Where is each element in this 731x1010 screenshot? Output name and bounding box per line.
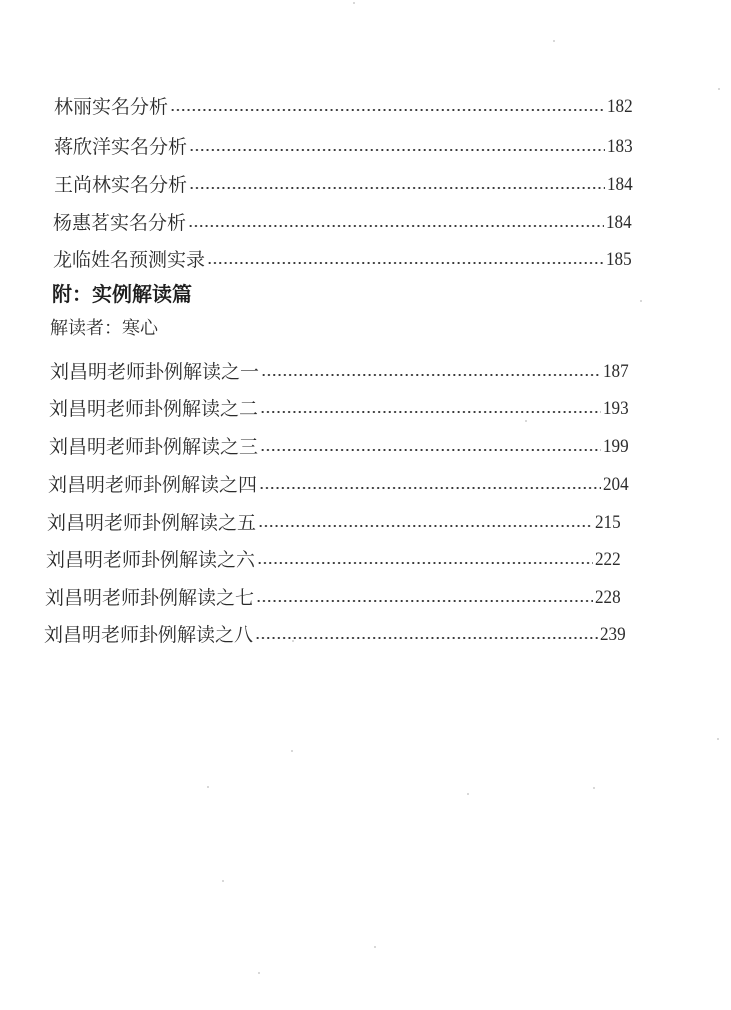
scan-speck (353, 2, 355, 4)
scan-speck (292, 640, 294, 642)
scan-speck (525, 420, 527, 422)
scan-speck (207, 786, 209, 788)
dot-leader (260, 410, 600, 414)
toc-entry[interactable] (48, 468, 631, 498)
dot-leader (259, 486, 600, 490)
scan-speck (718, 88, 720, 90)
author-line: 解读者：寒心 (50, 318, 158, 339)
toc-entry[interactable] (45, 581, 623, 611)
section-heading: 附：实例解读篇 (52, 282, 192, 306)
toc-entry[interactable] (53, 243, 634, 273)
toc-entry-page: 184 (605, 212, 632, 233)
scan-speck (258, 972, 260, 974)
toc-entry-title: 刘昌明老师卦例解读之二 (49, 398, 259, 420)
scan-speck (717, 738, 719, 740)
toc-entry[interactable] (44, 618, 628, 648)
toc-entry-title: 王尚林实名分析 (54, 174, 188, 196)
toc-entry[interactable] (49, 430, 631, 460)
toc-entry[interactable] (46, 543, 623, 573)
toc-entry[interactable] (54, 168, 635, 198)
toc-entry-title: 蒋欣洋实名分析 (54, 136, 188, 158)
dot-leader (207, 261, 603, 265)
toc-entry[interactable] (54, 90, 635, 120)
toc-entry-page: 187 (602, 361, 629, 382)
toc-entry-page: 182 (606, 96, 633, 117)
toc-entry-page: 204 (602, 474, 629, 495)
scan-speck (291, 750, 293, 752)
toc-entry-page: 185 (605, 249, 632, 270)
toc-entry-page: 199 (602, 436, 629, 457)
toc-entry-title: 林丽实名分析 (54, 96, 169, 118)
toc-entry-page: 215 (594, 512, 621, 533)
dot-leader (170, 108, 604, 112)
toc-entry-page: 184 (606, 174, 633, 195)
toc-entry-title: 刘昌明老师卦例解读之五 (47, 512, 257, 534)
toc-entry-title: 刘昌明老师卦例解读之三 (49, 436, 259, 458)
toc-entry-page: 183 (606, 136, 633, 157)
toc-entry-page: 228 (594, 587, 621, 608)
toc-entry-title: 刘昌明老师卦例解读之七 (45, 587, 255, 609)
scan-speck (374, 946, 376, 948)
toc-entry[interactable] (53, 206, 634, 236)
scan-speck (593, 787, 595, 789)
dot-leader (189, 186, 604, 190)
scan-speck (467, 793, 469, 795)
scan-speck (222, 880, 224, 882)
toc-entry-title: 龙临姓名预测实录 (53, 249, 206, 271)
toc-entry-page: 239 (599, 624, 626, 645)
dot-leader (257, 561, 592, 565)
dot-leader (188, 224, 603, 228)
toc-entry-title: 刘昌明老师卦例解读之六 (46, 549, 256, 571)
dot-leader (256, 599, 592, 603)
dot-leader (255, 636, 597, 640)
toc-entry[interactable] (49, 392, 631, 422)
toc-entry-title: 刘昌明老师卦例解读之四 (48, 474, 258, 496)
toc-entry-page: 222 (594, 549, 621, 570)
toc-entry[interactable] (50, 355, 631, 385)
toc-entry-title: 刘昌明老师卦例解读之八 (44, 624, 254, 646)
scan-speck (640, 300, 642, 302)
dot-leader (260, 448, 600, 452)
dot-leader (261, 373, 600, 377)
toc-entry-page: 193 (602, 398, 629, 419)
toc-entry[interactable] (47, 506, 623, 536)
scan-speck (553, 40, 555, 42)
toc-entry[interactable] (54, 130, 635, 160)
toc-entry-title: 杨惠茗实名分析 (53, 212, 187, 234)
dot-leader (258, 524, 592, 528)
toc-entry-title: 刘昌明老师卦例解读之一 (50, 361, 260, 383)
dot-leader (189, 148, 604, 152)
